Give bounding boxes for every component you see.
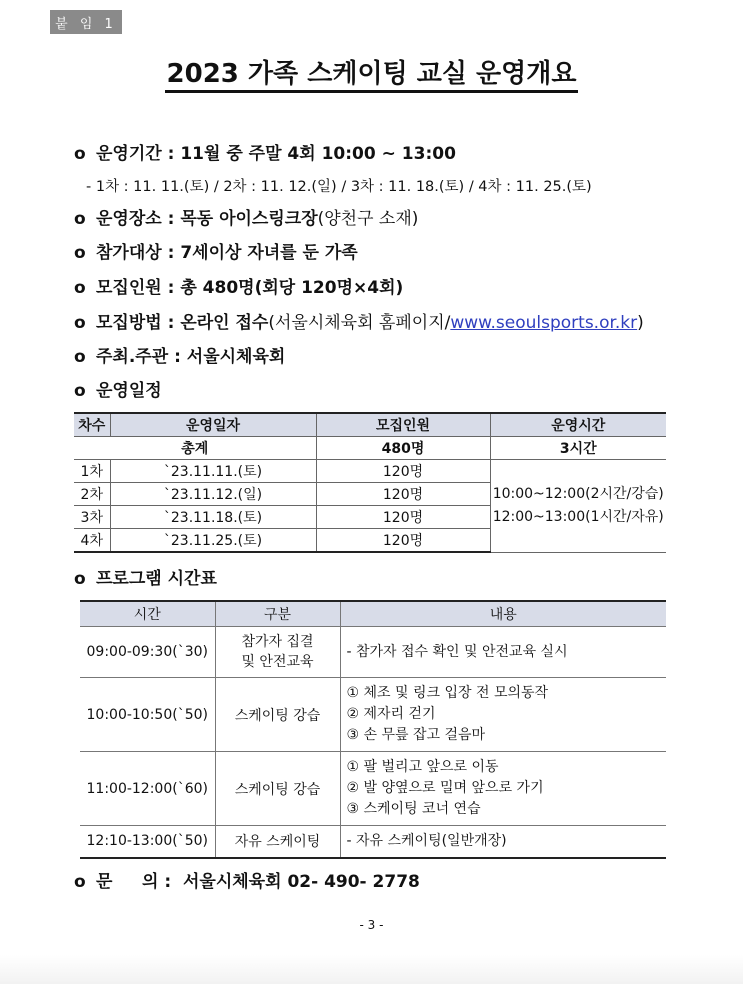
bullet-icon: ο [74, 381, 86, 401]
header-cell: 차수 [74, 413, 110, 437]
round-cell: 3차 [74, 506, 110, 529]
time-line: 12:00~13:00(1시간/자유) [492, 508, 664, 525]
item-method-note: (서울시체육회 홈페이지/ [268, 313, 451, 333]
total-count: 480명 [316, 437, 490, 460]
bullet-icon: ο [74, 347, 86, 367]
content-cell [340, 826, 666, 858]
item-target [74, 241, 358, 265]
category-cell: 스케이팅 강습 [215, 678, 340, 752]
date-cell: `23.11.11.(토) [110, 460, 316, 483]
time-line: 10:00~12:00(2시간/강습) [492, 485, 664, 502]
content-cell [340, 752, 666, 826]
item-place [74, 207, 418, 231]
count-cell: 120명 [316, 483, 490, 506]
item-period-text: 운영기간 : 11월 중 주말 4회 10:00 ~ 13:00 [96, 144, 456, 164]
total-time: 3시간 [490, 437, 666, 460]
header-cell: 운영시간 [490, 413, 666, 437]
attachment-tag: 붙 임 1 [50, 10, 122, 34]
item-host-text: 주최.주관 : 서울시체육회 [96, 347, 286, 367]
date-cell: `23.11.12.(일) [110, 483, 316, 506]
date-cell: `23.11.25.(토) [110, 529, 316, 553]
content-line: ① 체조 및 링크 입장 전 모의동작 [346, 685, 549, 701]
bullet-icon: ο [74, 243, 86, 263]
bullet-icon: ο [74, 209, 86, 229]
item-program [74, 567, 217, 591]
item-method [74, 311, 644, 335]
header-cell: 운영일자 [110, 413, 316, 437]
item-period [74, 142, 456, 166]
content-line: - 자유 스케이팅(일반개장) [346, 832, 507, 849]
category-cell [215, 627, 340, 678]
time-cell: 10:00-10:50(`50) [80, 678, 215, 752]
category-cell: 자유 스케이팅 [215, 826, 340, 858]
document-title-text: 2023 가족 스케이팅 교실 운영개요 [165, 59, 579, 93]
item-host [74, 345, 285, 369]
table-row [80, 627, 666, 678]
table-row [80, 678, 666, 752]
document-title [0, 54, 743, 94]
content-cell [340, 678, 666, 752]
round-cell: 2차 [74, 483, 110, 506]
header-cell: 구분 [215, 601, 340, 627]
item-program-text: 프로그램 시간표 [96, 569, 217, 589]
item-method-text: 모집방법 : 온라인 접수 [96, 313, 269, 333]
content-line: ③ 손 무릎 잡고 걸음마 [346, 727, 486, 743]
round-cell: 1차 [74, 460, 110, 483]
bullet-icon: ο [74, 144, 86, 164]
bullet-icon: ο [74, 278, 86, 298]
item-schedule-text: 운영일정 [96, 381, 162, 401]
item-target-text: 참가대상 : 7세이상 자녀를 둔 가족 [96, 243, 358, 263]
content-line: ① 팔 벌리고 앞으로 이동 [346, 759, 499, 775]
item-method-close: ) [637, 313, 644, 333]
table-total-row [74, 437, 666, 460]
table-header-row [80, 601, 666, 627]
item-place-text: 운영장소 : 목동 아이스링크장 [96, 209, 318, 229]
item-capacity-text: 모집인원 : 총 480명(회당 120명×4회) [96, 278, 404, 298]
category-line: 참가자 집결 [241, 634, 314, 650]
time-cell: 12:10-13:00(`50) [80, 826, 215, 858]
count-cell: 120명 [316, 529, 490, 553]
content-line: ② 발 양옆으로 밀며 앞으로 가기 [346, 780, 544, 796]
header-cell: 내용 [340, 601, 666, 627]
time-cell: 09:00-09:30(`30) [80, 627, 215, 678]
item-contact-text: 문 의 : 서울시체육회 02- 490- 2778 [96, 872, 420, 892]
bullet-icon: ο [74, 569, 86, 589]
content-line: ③ 스케이팅 코너 연습 [346, 801, 481, 817]
header-cell: 모집인원 [316, 413, 490, 437]
category-line: 및 안전교육 [241, 654, 314, 670]
round-cell: 4차 [74, 529, 110, 553]
bullet-icon: ο [74, 313, 86, 333]
content-cell [340, 627, 666, 678]
count-cell: 120명 [316, 506, 490, 529]
content-line: ② 제자리 걷기 [346, 706, 436, 722]
time-cell: 11:00-12:00(`60) [80, 752, 215, 826]
page-number: - 3 - [359, 918, 384, 932]
table-row [80, 752, 666, 826]
item-contact [74, 870, 420, 894]
item-schedule [74, 379, 162, 403]
schedule-table [74, 412, 666, 553]
category-cell: 스케이팅 강습 [215, 752, 340, 826]
table-header-row [74, 413, 666, 437]
header-cell: 시간 [80, 601, 215, 627]
count-cell: 120명 [316, 460, 490, 483]
item-capacity [74, 276, 403, 300]
page-bottom-edge [0, 955, 743, 984]
item-period-detail: - 1차 : 11. 11.(토) / 2차 : 11. 12.(일) / 3차 : 11. 18.(토) / 4차 : 11. 25.(토) [86, 179, 592, 195]
bullet-icon: ο [74, 872, 86, 892]
website-link[interactable]: www.seoulsports.or.kr [450, 313, 638, 333]
program-table [80, 600, 666, 859]
table-row [74, 460, 666, 483]
table-row [80, 826, 666, 858]
operating-time-cell [490, 460, 666, 553]
total-label: 총계 [74, 437, 316, 460]
content-line: - 참가자 접수 확인 및 안전교육 실시 [346, 643, 568, 660]
item-place-note: (양천구 소재) [317, 209, 419, 229]
date-cell: `23.11.18.(토) [110, 506, 316, 529]
